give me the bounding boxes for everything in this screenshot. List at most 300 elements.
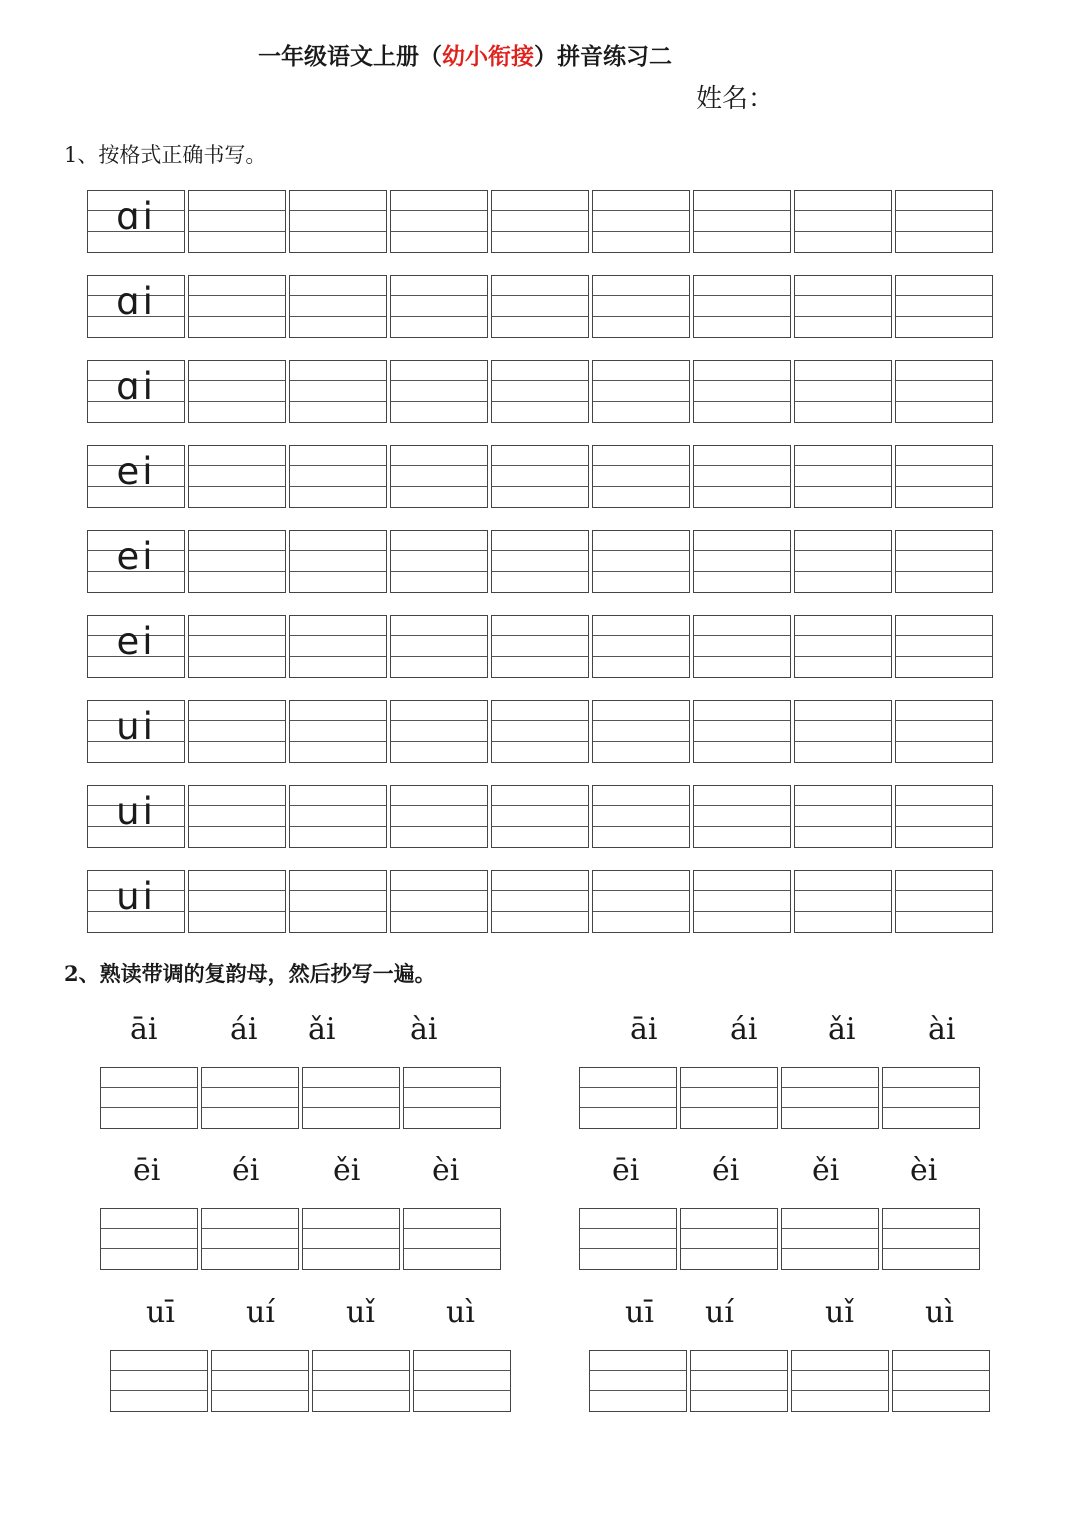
model-cell — [87, 445, 185, 508]
guide-line — [593, 741, 689, 742]
writing-cell — [491, 445, 589, 508]
guide-line — [290, 890, 386, 891]
guide-line — [189, 890, 285, 891]
writing-cell — [188, 190, 286, 253]
guide-line — [580, 1107, 676, 1108]
writing-cell — [302, 1067, 400, 1129]
guide-line — [492, 805, 588, 806]
writing-cell — [794, 530, 892, 593]
guide-line — [391, 635, 487, 636]
toned-final: uī — [146, 1295, 175, 1330]
guide-line — [896, 401, 992, 402]
writing-cell — [781, 1067, 879, 1129]
writing-cell — [188, 275, 286, 338]
writing-cell — [690, 1350, 788, 1412]
guide-line — [492, 295, 588, 296]
guide-line — [795, 295, 891, 296]
writing-cell — [289, 700, 387, 763]
toned-final: uí — [705, 1295, 734, 1330]
guide-line — [896, 465, 992, 466]
writing-cell — [100, 1208, 198, 1270]
writing-row — [87, 785, 996, 848]
worksheet-title — [258, 38, 672, 71]
model-cell — [87, 785, 185, 848]
guide-line — [593, 890, 689, 891]
toned-final: uǐ — [825, 1295, 854, 1330]
guide-line — [492, 486, 588, 487]
guide-line — [896, 295, 992, 296]
guide-line — [782, 1228, 878, 1229]
guide-line — [492, 826, 588, 827]
copy-grid-left — [100, 1067, 504, 1129]
writing-row — [87, 360, 996, 423]
guide-line — [694, 720, 790, 721]
guide-line — [391, 231, 487, 232]
guide-line — [111, 1370, 207, 1371]
guide-line — [593, 635, 689, 636]
writing-cell — [289, 870, 387, 933]
writing-cell — [592, 445, 690, 508]
writing-cell — [390, 785, 488, 848]
toned-final: uí — [246, 1295, 275, 1330]
writing-cell — [289, 530, 387, 593]
guide-line — [391, 210, 487, 211]
writing-row — [87, 700, 996, 763]
guide-line — [893, 1390, 989, 1391]
writing-cell — [312, 1350, 410, 1412]
writing-cell — [895, 700, 993, 763]
guide-line — [404, 1107, 500, 1108]
guide-line — [792, 1370, 888, 1371]
toned-final: uì — [446, 1295, 475, 1330]
writing-cell — [592, 530, 690, 593]
toned-final: éi — [712, 1153, 740, 1188]
writing-cell — [491, 275, 589, 338]
guide-line — [593, 465, 689, 466]
guide-line — [391, 571, 487, 572]
guide-line — [795, 890, 891, 891]
guide-line — [189, 316, 285, 317]
writing-cell — [882, 1067, 980, 1129]
toned-final: ái — [230, 1012, 258, 1047]
model-pinyin: ei — [116, 535, 156, 578]
copy-grid-right — [579, 1208, 983, 1270]
toned-final: uǐ — [346, 1295, 375, 1330]
guide-line — [189, 465, 285, 466]
guide-line — [111, 1390, 207, 1391]
writing-row — [87, 870, 996, 933]
writing-cell — [491, 360, 589, 423]
writing-cell — [794, 785, 892, 848]
writing-cell — [390, 870, 488, 933]
guide-line — [893, 1370, 989, 1371]
guide-line — [290, 550, 386, 551]
guide-line — [404, 1228, 500, 1229]
guide-line — [694, 486, 790, 487]
guide-line — [795, 656, 891, 657]
guide-line — [391, 486, 487, 487]
guide-line — [212, 1390, 308, 1391]
guide-line — [391, 550, 487, 551]
model-cell — [87, 190, 185, 253]
writing-cell — [491, 530, 589, 593]
guide-line — [492, 231, 588, 232]
guide-line — [896, 805, 992, 806]
guide-line — [189, 571, 285, 572]
writing-cell — [188, 785, 286, 848]
section1-heading: 1、按格式正确书写。 — [64, 143, 267, 167]
copy-grid-right — [589, 1350, 993, 1412]
guide-line — [290, 741, 386, 742]
guide-line — [580, 1228, 676, 1229]
writing-row — [87, 190, 996, 253]
guide-line — [694, 911, 790, 912]
guide-line — [593, 720, 689, 721]
guide-line — [694, 380, 790, 381]
guide-line — [694, 465, 790, 466]
guide-line — [492, 210, 588, 211]
writing-cell — [211, 1350, 309, 1412]
writing-cell — [693, 190, 791, 253]
writing-cell — [794, 275, 892, 338]
guide-line — [681, 1107, 777, 1108]
guide-line — [795, 401, 891, 402]
guide-line — [303, 1107, 399, 1108]
writing-cell — [289, 615, 387, 678]
model-pinyin: ɑi — [116, 365, 156, 408]
copy-grid-left — [110, 1350, 514, 1412]
guide-line — [391, 720, 487, 721]
writing-cell — [188, 360, 286, 423]
model-cell — [87, 275, 185, 338]
writing-cell — [895, 785, 993, 848]
guide-line — [290, 911, 386, 912]
writing-cell — [693, 445, 791, 508]
guide-line — [883, 1107, 979, 1108]
guide-line — [189, 656, 285, 657]
guide-line — [202, 1248, 298, 1249]
guide-line — [593, 295, 689, 296]
guide-line — [795, 805, 891, 806]
guide-line — [290, 316, 386, 317]
writing-cell — [188, 870, 286, 933]
guide-line — [590, 1370, 686, 1371]
guide-line — [593, 571, 689, 572]
writing-cell — [895, 615, 993, 678]
writing-cell — [895, 190, 993, 253]
writing-cell — [794, 360, 892, 423]
guide-line — [896, 316, 992, 317]
guide-line — [593, 316, 689, 317]
writing-cell — [390, 530, 488, 593]
writing-cell — [794, 615, 892, 678]
guide-line — [694, 741, 790, 742]
toned-final: èi — [910, 1153, 938, 1188]
name-label: 姓名： — [696, 84, 775, 114]
guide-line — [681, 1248, 777, 1249]
writing-cell — [110, 1350, 208, 1412]
guide-line — [593, 380, 689, 381]
toned-final: uì — [925, 1295, 954, 1330]
writing-cell — [895, 870, 993, 933]
guide-line — [795, 720, 891, 721]
guide-line — [694, 401, 790, 402]
writing-cell — [579, 1208, 677, 1270]
guide-line — [694, 656, 790, 657]
writing-cell — [791, 1350, 889, 1412]
writing-row — [87, 615, 996, 678]
guide-line — [896, 380, 992, 381]
guide-line — [492, 890, 588, 891]
model-pinyin: ui — [116, 705, 156, 748]
guide-line — [404, 1248, 500, 1249]
writing-cell — [491, 870, 589, 933]
writing-cell — [895, 360, 993, 423]
toned-final: ēi — [133, 1153, 161, 1188]
guide-line — [189, 911, 285, 912]
guide-line — [414, 1390, 510, 1391]
guide-line — [391, 911, 487, 912]
writing-cell — [390, 275, 488, 338]
guide-line — [189, 805, 285, 806]
writing-cell — [589, 1350, 687, 1412]
guide-line — [492, 571, 588, 572]
guide-line — [896, 635, 992, 636]
toned-final: ǎi — [308, 1012, 336, 1047]
guide-line — [896, 231, 992, 232]
guide-line — [492, 911, 588, 912]
writing-cell — [100, 1067, 198, 1129]
guide-line — [414, 1370, 510, 1371]
writing-cell — [289, 360, 387, 423]
guide-line — [896, 741, 992, 742]
writing-cell — [895, 275, 993, 338]
guide-line — [189, 486, 285, 487]
toned-final: ǎi — [828, 1012, 856, 1047]
guide-line — [896, 656, 992, 657]
writing-cell — [693, 615, 791, 678]
guide-line — [290, 231, 386, 232]
guide-line — [391, 890, 487, 891]
toned-final: éi — [232, 1153, 260, 1188]
guide-line — [593, 231, 689, 232]
writing-cell — [289, 275, 387, 338]
guide-line — [202, 1228, 298, 1229]
guide-line — [795, 316, 891, 317]
guide-line — [404, 1087, 500, 1088]
guide-line — [303, 1248, 399, 1249]
toned-final: ái — [730, 1012, 758, 1047]
guide-line — [290, 486, 386, 487]
writing-cell — [390, 360, 488, 423]
toned-final: uī — [625, 1295, 654, 1330]
guide-line — [694, 231, 790, 232]
writing-cell — [188, 615, 286, 678]
writing-row — [87, 275, 996, 338]
writing-cell — [693, 870, 791, 933]
model-cell — [87, 615, 185, 678]
writing-cell — [403, 1208, 501, 1270]
writing-cell — [188, 700, 286, 763]
guide-line — [290, 210, 386, 211]
guide-line — [313, 1390, 409, 1391]
guide-line — [883, 1228, 979, 1229]
guide-line — [303, 1087, 399, 1088]
guide-line — [492, 720, 588, 721]
guide-line — [694, 550, 790, 551]
writing-cell — [794, 190, 892, 253]
guide-line — [391, 401, 487, 402]
title-prefix: 一年级语文上册（ — [258, 44, 442, 70]
guide-line — [202, 1087, 298, 1088]
guide-line — [580, 1087, 676, 1088]
guide-line — [101, 1107, 197, 1108]
writing-cell — [289, 445, 387, 508]
guide-line — [189, 295, 285, 296]
guide-line — [492, 656, 588, 657]
guide-line — [782, 1107, 878, 1108]
guide-line — [896, 210, 992, 211]
guide-line — [795, 465, 891, 466]
writing-cell — [403, 1067, 501, 1129]
section2-heading: 2、熟读带调的复韵母，然后抄写一遍。 — [64, 961, 436, 986]
writing-cell — [693, 700, 791, 763]
guide-line — [896, 826, 992, 827]
writing-cell — [188, 445, 286, 508]
toned-final: ài — [928, 1012, 956, 1047]
guide-line — [782, 1248, 878, 1249]
writing-cell — [491, 785, 589, 848]
writing-cell — [579, 1067, 677, 1129]
guide-line — [290, 826, 386, 827]
guide-line — [101, 1228, 197, 1229]
toned-final: èi — [432, 1153, 460, 1188]
toned-final: āi — [130, 1012, 158, 1047]
guide-line — [593, 805, 689, 806]
guide-line — [593, 550, 689, 551]
guide-line — [189, 210, 285, 211]
guide-line — [593, 486, 689, 487]
guide-line — [795, 550, 891, 551]
model-pinyin: ɑi — [116, 280, 156, 323]
guide-line — [694, 295, 790, 296]
model-pinyin: ui — [116, 790, 156, 833]
guide-line — [593, 401, 689, 402]
guide-line — [101, 1087, 197, 1088]
guide-line — [792, 1390, 888, 1391]
guide-line — [202, 1107, 298, 1108]
writing-cell — [892, 1350, 990, 1412]
writing-row — [87, 445, 996, 508]
writing-cell — [289, 785, 387, 848]
guide-line — [391, 805, 487, 806]
copy-grid-right — [579, 1067, 983, 1129]
toned-final: ài — [410, 1012, 438, 1047]
guide-line — [290, 401, 386, 402]
guide-line — [694, 890, 790, 891]
guide-line — [795, 635, 891, 636]
guide-line — [492, 741, 588, 742]
guide-line — [795, 380, 891, 381]
guide-line — [896, 486, 992, 487]
guide-line — [795, 486, 891, 487]
guide-line — [795, 231, 891, 232]
writing-cell — [592, 615, 690, 678]
guide-line — [189, 741, 285, 742]
guide-line — [391, 741, 487, 742]
guide-line — [492, 316, 588, 317]
writing-cell — [794, 870, 892, 933]
writing-cell — [390, 700, 488, 763]
guide-line — [694, 210, 790, 211]
guide-line — [290, 635, 386, 636]
writing-cell — [592, 700, 690, 763]
writing-cell — [693, 275, 791, 338]
guide-line — [795, 911, 891, 912]
writing-cell — [491, 190, 589, 253]
model-pinyin: ei — [116, 620, 156, 663]
writing-cell — [491, 615, 589, 678]
writing-cell — [592, 190, 690, 253]
guide-line — [896, 720, 992, 721]
toned-final: ēi — [612, 1153, 640, 1188]
guide-line — [313, 1370, 409, 1371]
writing-cell — [895, 445, 993, 508]
model-pinyin: ui — [116, 875, 156, 918]
guide-line — [896, 911, 992, 912]
guide-line — [391, 295, 487, 296]
guide-line — [795, 210, 891, 211]
writing-cell — [794, 445, 892, 508]
writing-cell — [680, 1208, 778, 1270]
guide-line — [391, 316, 487, 317]
writing-cell — [693, 530, 791, 593]
writing-cell — [592, 870, 690, 933]
guide-line — [492, 380, 588, 381]
guide-line — [290, 571, 386, 572]
guide-line — [391, 465, 487, 466]
model-cell — [87, 360, 185, 423]
model-cell — [87, 870, 185, 933]
guide-line — [290, 380, 386, 381]
writing-cell — [201, 1067, 299, 1129]
guide-line — [694, 805, 790, 806]
guide-line — [694, 826, 790, 827]
writing-cell — [781, 1208, 879, 1270]
guide-line — [896, 571, 992, 572]
guide-line — [492, 635, 588, 636]
model-cell — [87, 530, 185, 593]
guide-line — [795, 571, 891, 572]
guide-line — [290, 465, 386, 466]
guide-line — [189, 635, 285, 636]
toned-final: ěi — [333, 1153, 361, 1188]
guide-line — [782, 1087, 878, 1088]
guide-line — [795, 741, 891, 742]
writing-cell — [413, 1350, 511, 1412]
model-pinyin: ɑi — [116, 195, 156, 238]
writing-cell — [895, 530, 993, 593]
title-suffix: ）拼音练习二 — [534, 44, 672, 70]
writing-cell — [302, 1208, 400, 1270]
guide-line — [290, 720, 386, 721]
guide-line — [691, 1390, 787, 1391]
guide-line — [290, 805, 386, 806]
guide-line — [694, 635, 790, 636]
guide-line — [492, 401, 588, 402]
guide-line — [189, 720, 285, 721]
writing-cell — [390, 445, 488, 508]
